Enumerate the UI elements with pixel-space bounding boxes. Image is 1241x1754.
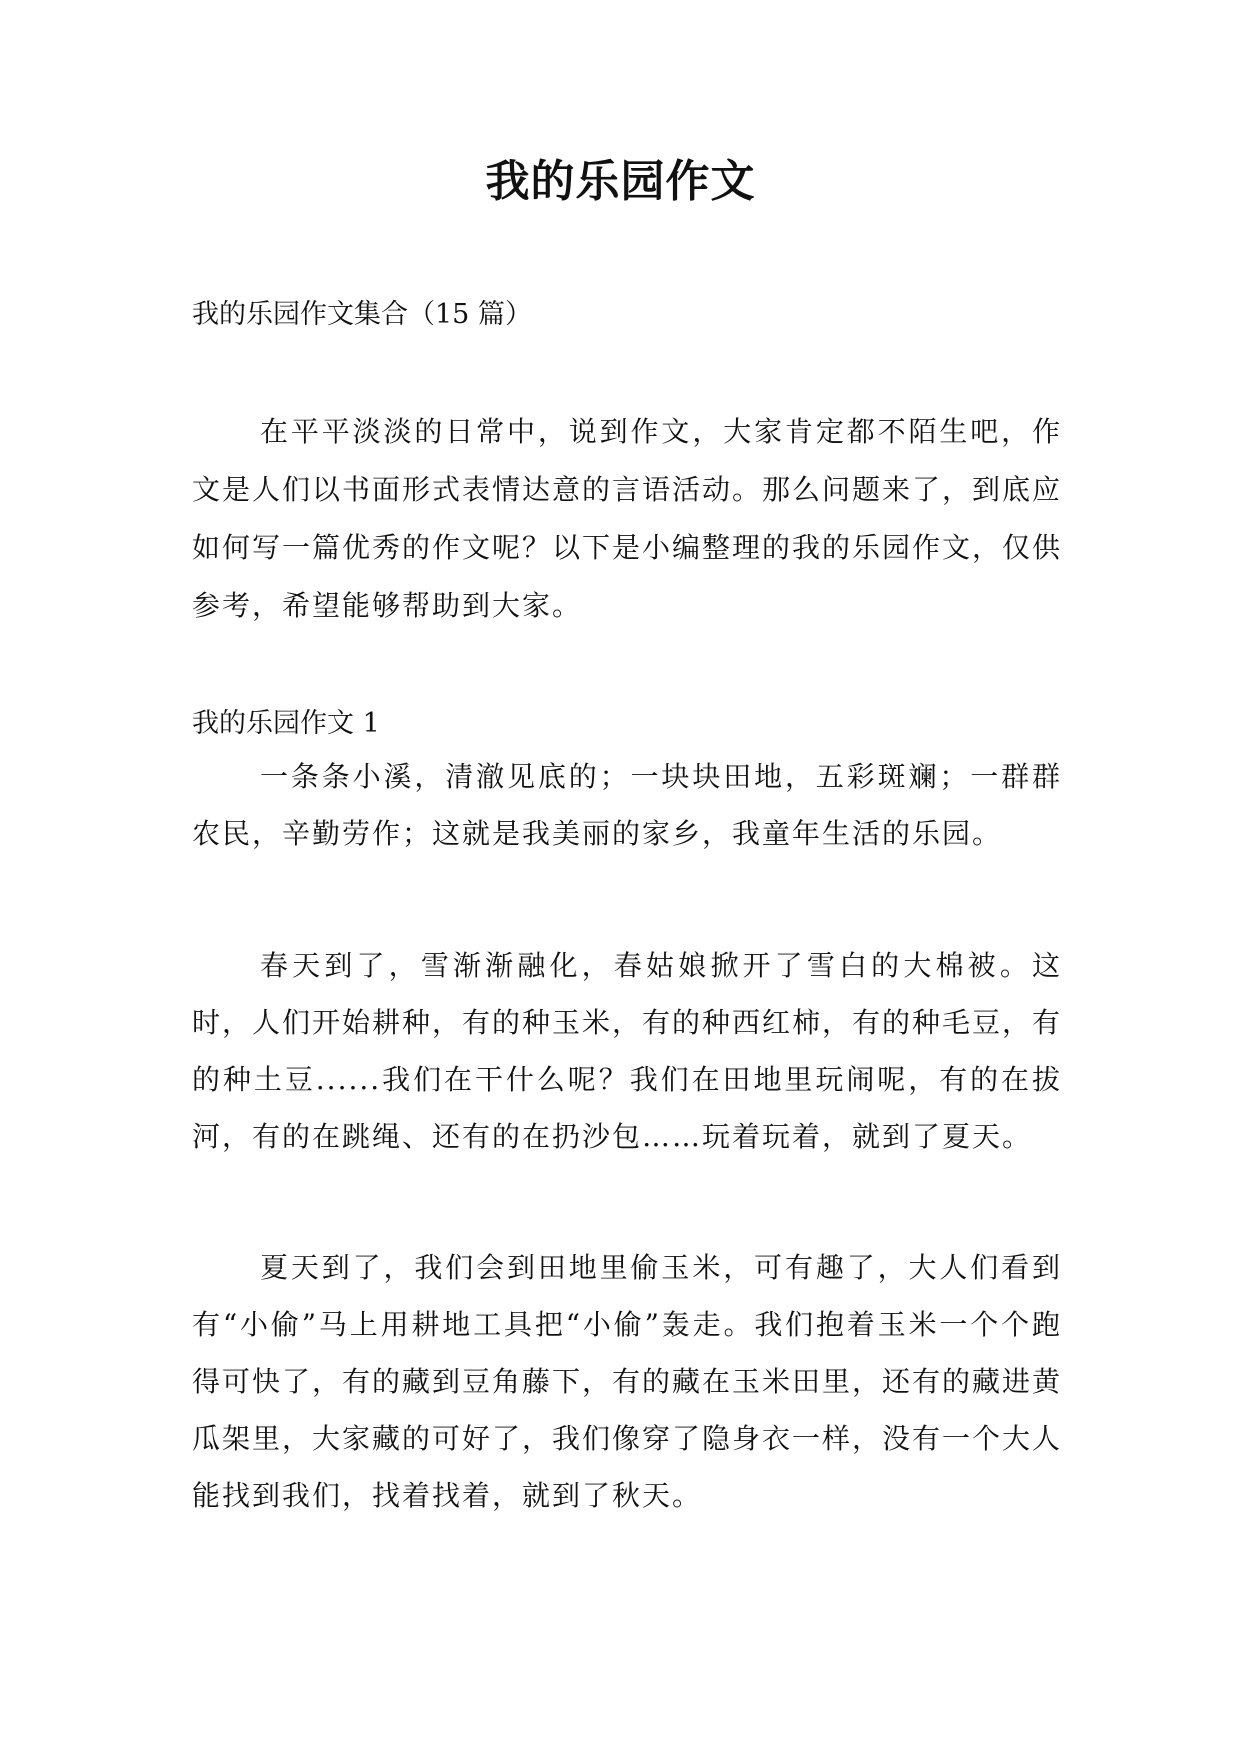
- body-paragraph: 春天到了，雪渐渐融化，春姑娘掀开了雪白的大棉被。这时，人们开始耕种，有的种玉米，有的种西红柿，有的种毛豆，有的种土豆......我们在干什么呢？我们在田地里玩闹呢，有的在拔河，有的在跳绳、还有的在扔沙包……玩着玩着，就到了夏天。: [192, 949, 1063, 1153]
- document-subtitle: 我的乐园作文集合（15 篇）: [192, 299, 532, 330]
- intro-paragraph: 在平平淡淡的日常中，说到作文，大家肯定都不陌生吧，作文是人们以书面形式表情达意的言语活动。那么问题来了，到底应如何写一篇优秀的作文呢？以下是小编整理的我的乐园作文，仅供参考，希望能够帮助到大家。: [192, 415, 1063, 622]
- body-paragraph: 一条条小溪，清澈见底的；一块块田地，五彩斑斓；一群群农民，辛勤劳作；这就是我美丽的家乡，我童年生活的乐园。: [192, 760, 1062, 850]
- section-heading: 我的乐园作文 1: [192, 708, 380, 739]
- document-title: 我的乐园作文: [485, 156, 756, 207]
- body-paragraph: 夏天到了，我们会到田地里偷玉米，可有趣了，大人们看到有“小偷”马上用耕地工具把“小偷”轰走。我们抱着玉米一个个跑得可快了，有的藏到豆角藤下，有的藏在玉米田里，还有的藏进黄瓜架里，大家藏的可好了，我们像穿了隐身衣一样，没有一个大人能找到我们，找着找着，就到了秋天。: [192, 1251, 1063, 1512]
